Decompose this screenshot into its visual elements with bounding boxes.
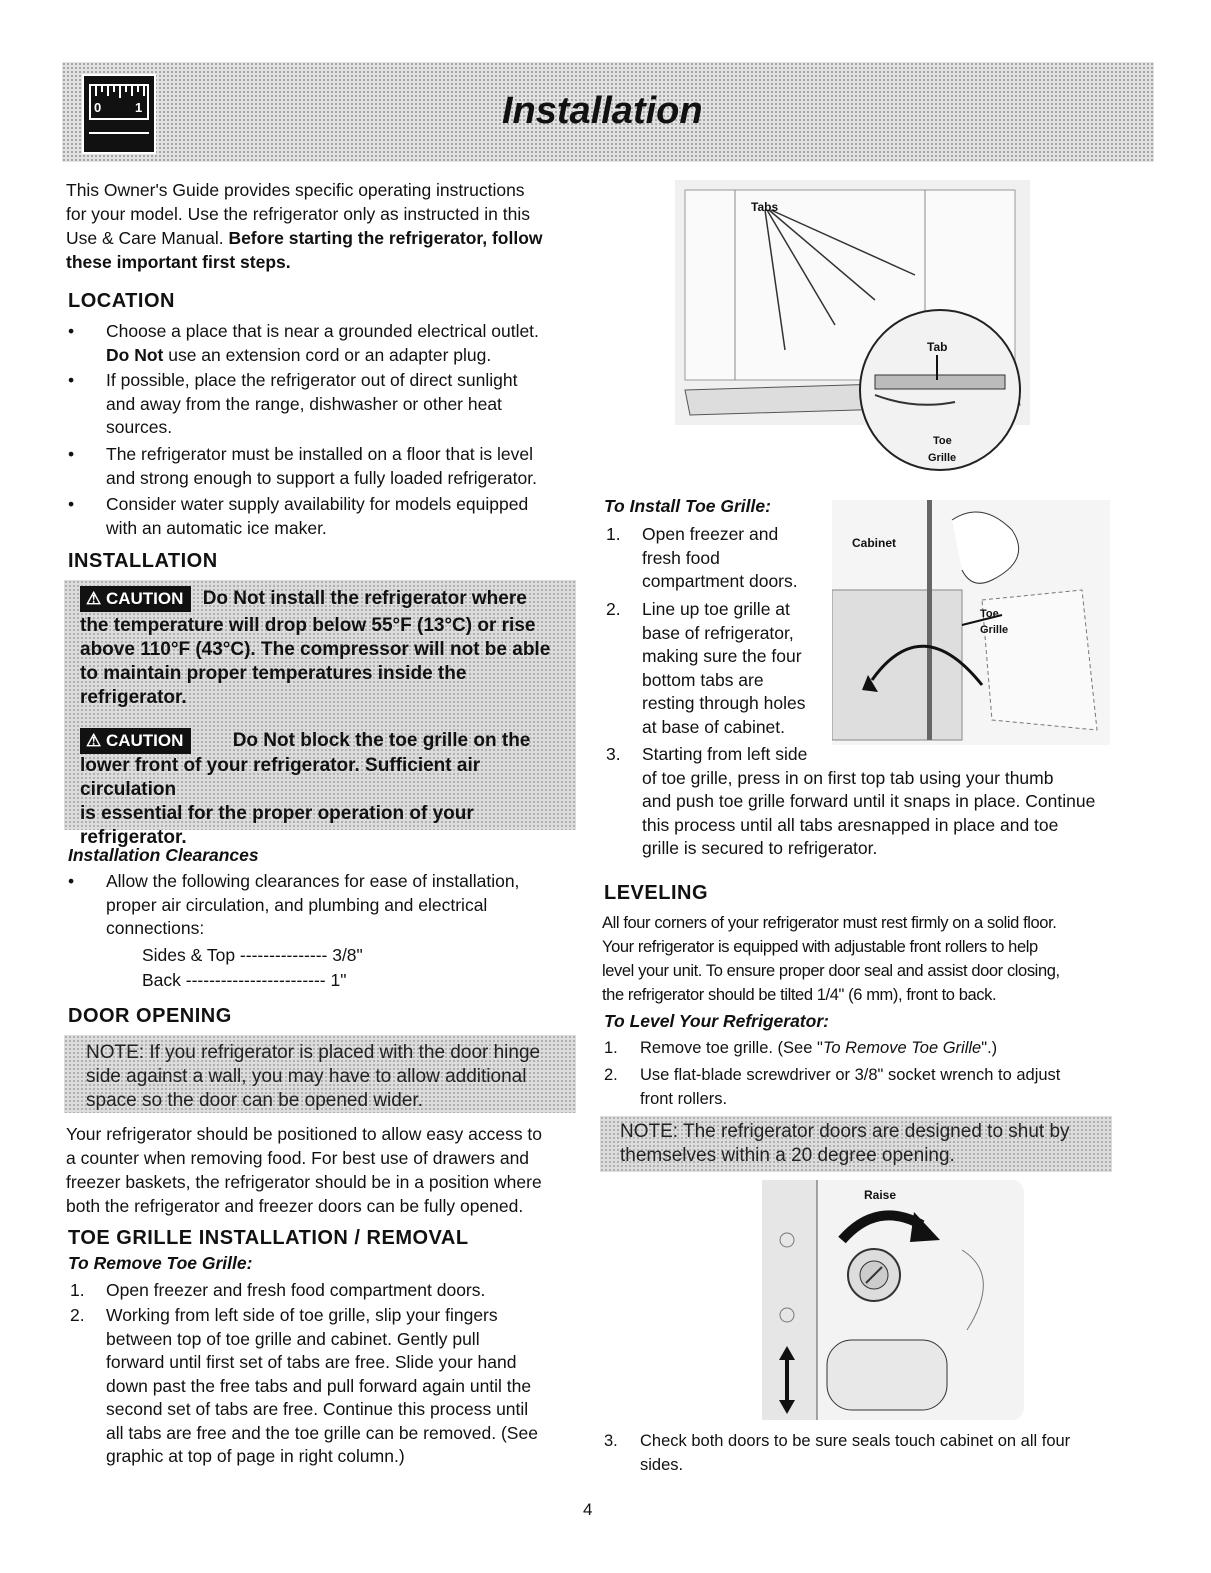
- intro-line-1: This Owner's Guide provides specific operating instructions: [66, 180, 525, 200]
- caution-1-text: the temperature will drop below 55°F (13°C) or rise above 110°F (43°C). The compressor will not be able to maintain proper temperatures inside the refrigerator.: [80, 615, 551, 708]
- door-note-panel: NOTE: If you refrigerator is placed with the door hinge side against a wall, you may have to allow additional space so the door can be opened wider.: [64, 1035, 576, 1113]
- toe-grille-tabs-figure: [675, 180, 1030, 447]
- fig-toe-label: Toe: [933, 435, 952, 447]
- leveling-note-panel: NOTE: The refrigerator doors are designed to shut by themselves within a 20 degree opening.: [600, 1116, 1112, 1172]
- door-opening-heading: DOOR OPENING: [68, 1005, 232, 1027]
- fig-tabs-label: Tabs: [751, 200, 779, 214]
- page-number: 4: [583, 1500, 593, 1519]
- leveling-para-1: All four corners of your refrigerator must rest firmly on a solid floor.: [602, 914, 1057, 932]
- door-para-2: a counter when removing food. For best use of drawers and: [66, 1148, 530, 1168]
- caution-2-text: lower front of your refrigerator. Sufficient air circulation is essential for the proper operation of your refrigerator.: [80, 755, 481, 848]
- fig-grille-label-2: Grille: [980, 624, 1009, 636]
- fig-toe-label-2: Toe: [980, 608, 999, 620]
- intro-line-2: for your model. Use the refrigerator only as instructed in this: [66, 204, 530, 224]
- clearance-back: Back ------------------------ 1": [142, 970, 347, 990]
- toe-grille-install-figure: [832, 500, 1110, 745]
- install-toe-grille-heading: To Install Toe Grille:: [604, 496, 771, 516]
- location-heading: LOCATION: [68, 290, 175, 312]
- toe-grille-heading: TOE GRILLE INSTALLATION / REMOVAL: [68, 1227, 469, 1249]
- leveling-para-4: the refrigerator should be tilted 1/4" (6 mm), front to back.: [602, 986, 997, 1004]
- fig-grille-label: Grille: [928, 452, 957, 464]
- caution-badge-1: ⚠ CAUTION: [80, 586, 191, 612]
- ruler-frame: [89, 84, 149, 120]
- remove-toe-grille-heading: To Remove Toe Grille:: [68, 1253, 253, 1273]
- page-title: Installation: [502, 90, 703, 132]
- leveling-para-3: level your unit. To ensure proper door seal and assist door closing,: [602, 962, 1060, 980]
- level-refrigerator-heading: To Level Your Refrigerator:: [604, 1011, 829, 1031]
- leveling-para-2: Your refrigerator is equipped with adjustable front rollers to help: [602, 938, 1038, 956]
- caution-badge-2: ⚠ CAUTION: [80, 728, 191, 754]
- intro-line-4: these important first steps.: [66, 252, 291, 272]
- door-para-1: Your refrigerator should be positioned to allow easy access to: [66, 1124, 543, 1144]
- clearance-sides-top: Sides & Top --------------- 3/8": [142, 945, 363, 965]
- fig-raise-label: Raise: [864, 1188, 897, 1202]
- door-para-4: both the refrigerator and freezer doors can be fully opened.: [66, 1196, 524, 1216]
- clearances-heading: Installation Clearances: [68, 845, 259, 865]
- installation-heading: INSTALLATION: [68, 550, 218, 572]
- intro-line-3: Use & Care Manual. Before starting the refrigerator, follow: [66, 228, 543, 248]
- fig-tab-label: Tab: [927, 340, 948, 354]
- ruler-icon: [82, 74, 156, 154]
- page-header: [62, 62, 1154, 162]
- door-para-3: freezer baskets, the refrigerator should be in a position where: [66, 1172, 542, 1192]
- ruler-start: 0: [94, 100, 102, 115]
- ruler-end: 1: [135, 100, 143, 115]
- roller-adjust-figure: [762, 1180, 1024, 1420]
- caution-panel: ⚠ CAUTION Do Not install the refrigerator where the temperature will drop below 55°F (13°C) or rise above 110°F (43°C). The compressor will not be able to maintain proper temperatures inside the refrigerator. ⚠ CAUTION Do Not block the toe grille on the lower front of your refrigerator. Sufficient air circulation is essential for the proper operation of your refrigerator.: [64, 580, 576, 830]
- leveling-heading: LEVELING: [604, 882, 709, 904]
- fig-cabinet-label: Cabinet: [852, 536, 897, 550]
